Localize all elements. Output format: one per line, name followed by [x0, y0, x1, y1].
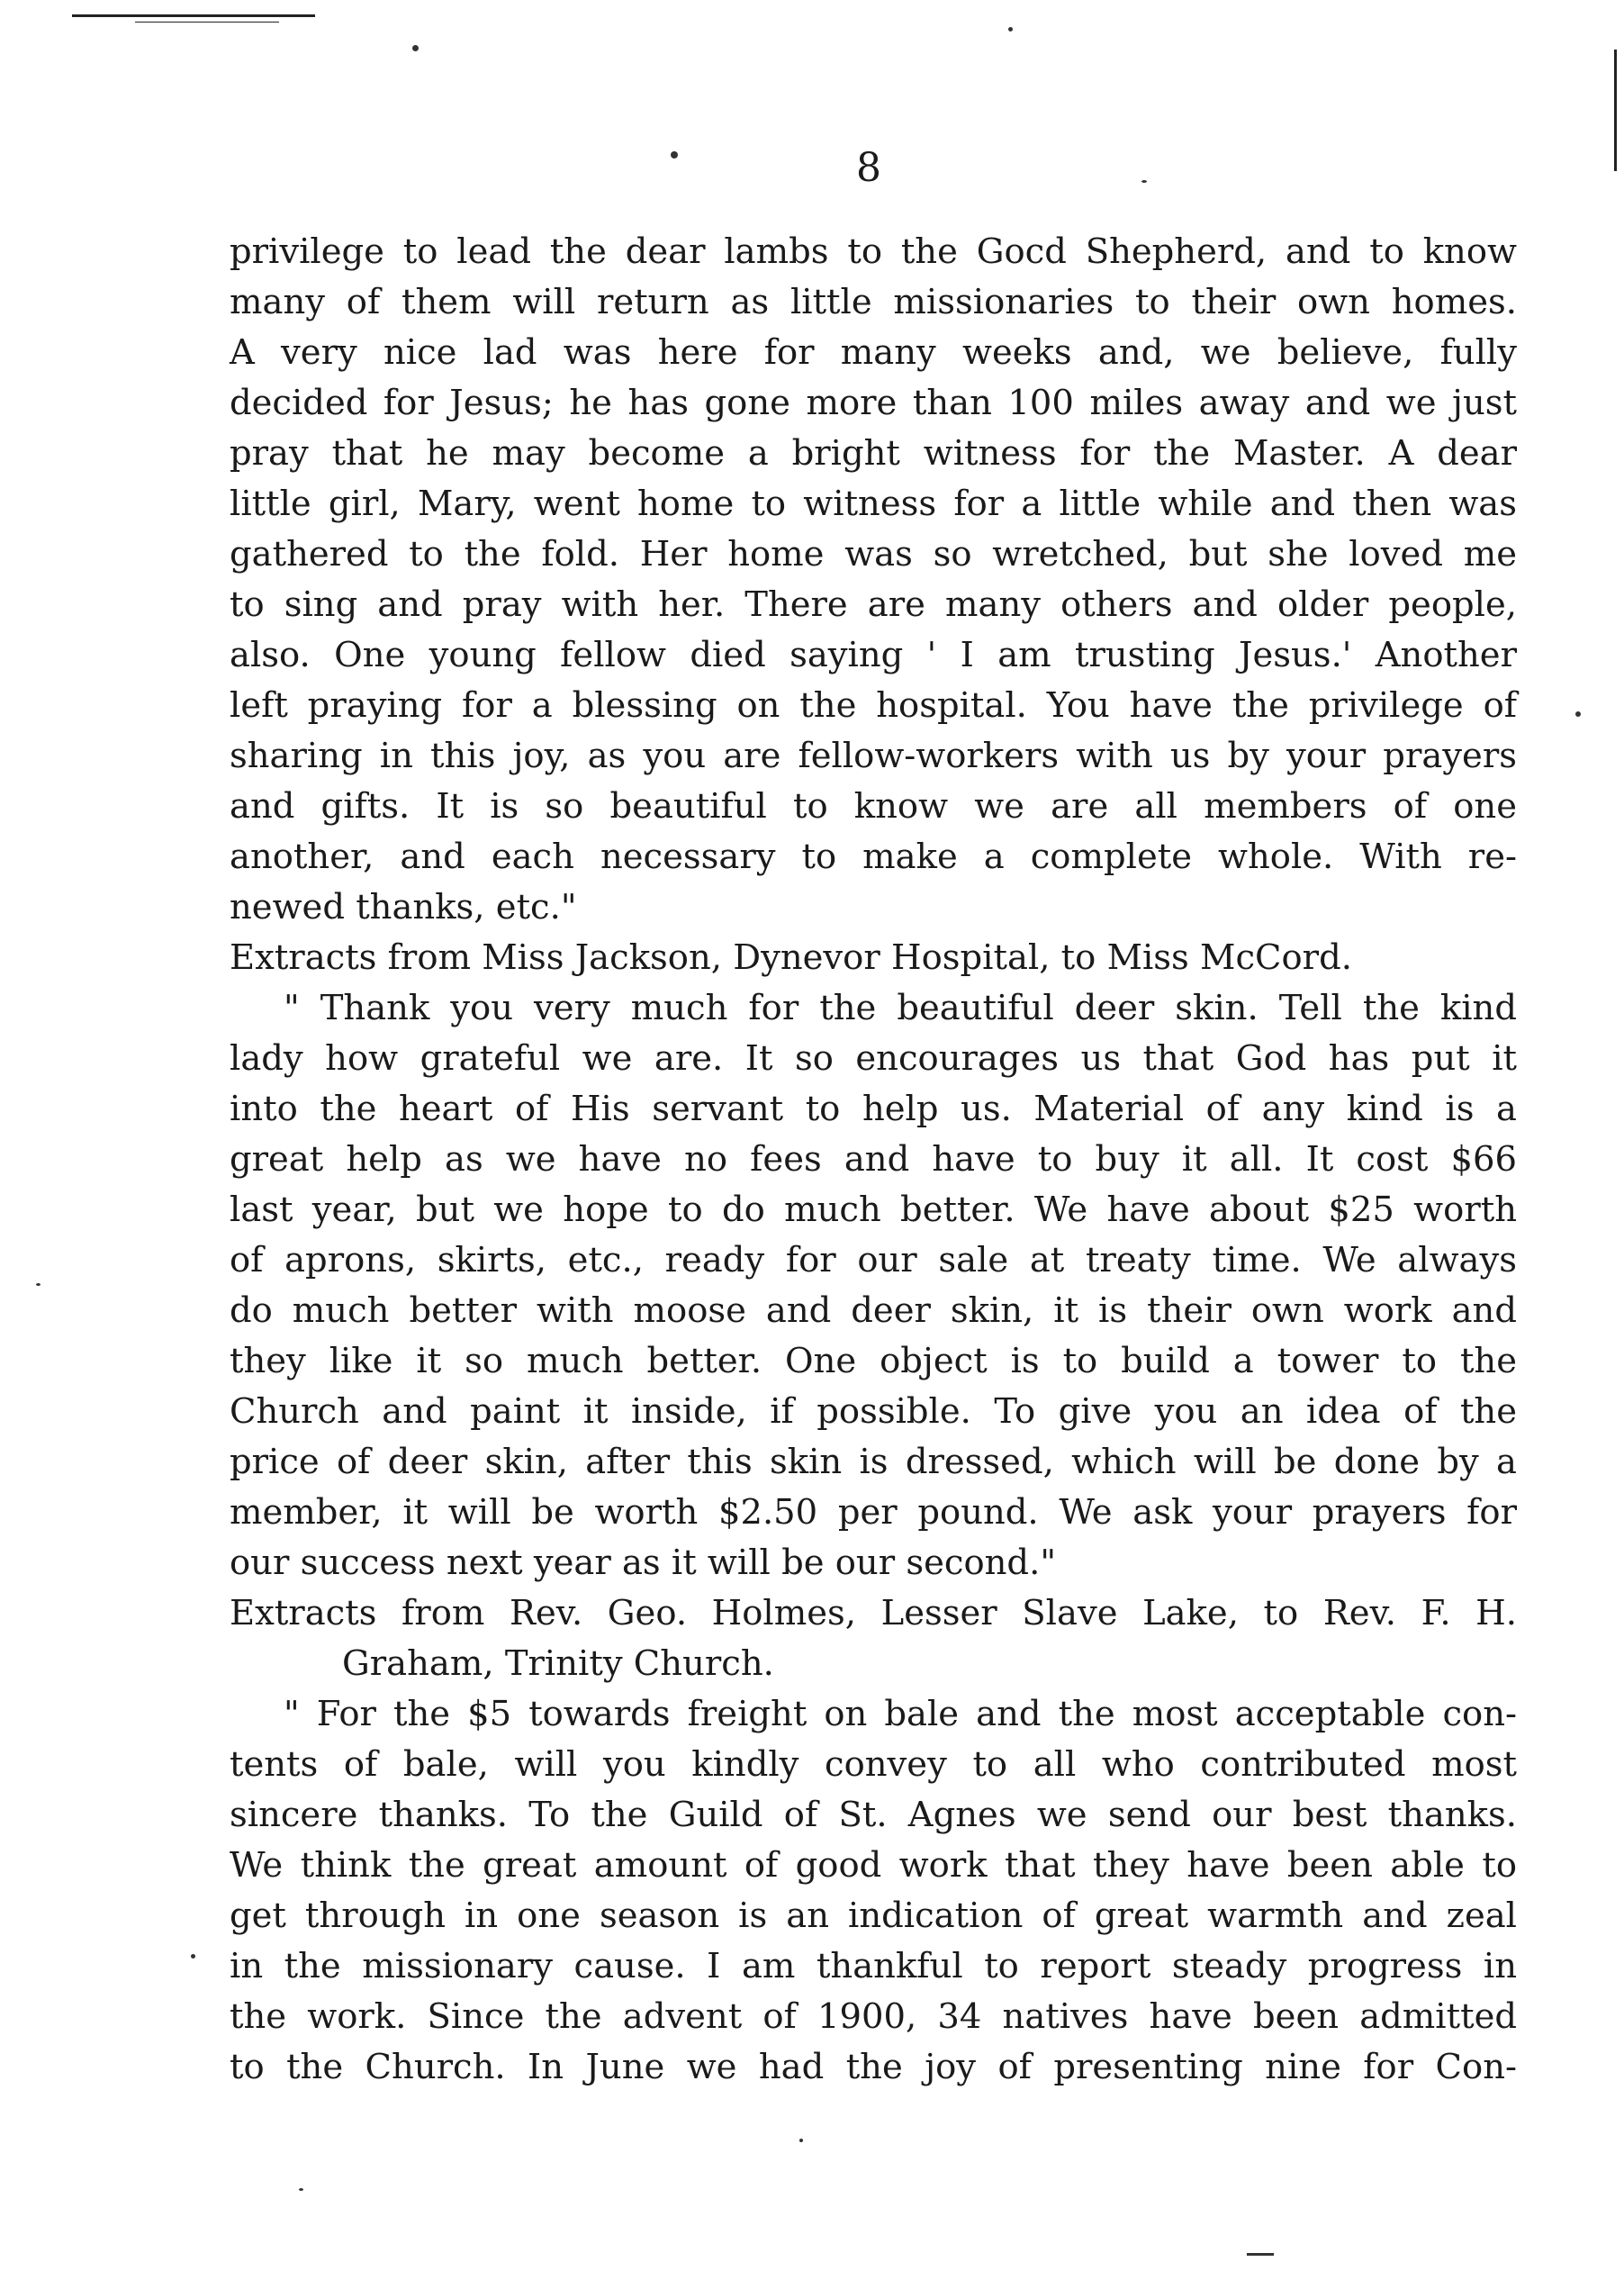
scan-speck: [191, 1954, 195, 1959]
text-line: " For the $5 towards freight on bale and the most acceptable con-: [284, 1694, 1517, 1734]
text-line: privilege to lead the dear lambs to the Gocd Shepherd, and to know: [230, 231, 1517, 272]
section-heading-jackson: Extracts from Miss Jackson, Dynevor Hospital, to Miss McCord.: [230, 937, 1352, 978]
section-heading-holmes: Extracts from Rev. Geo. Holmes, Lesser Slave Lake, to Rev. F. H.: [230, 1593, 1517, 1633]
text-line: tents of bale, will you kindly convey to all who contributed most: [230, 1744, 1517, 1785]
text-line: decided for Jesus; he has gone more than 100 miles away and we just: [230, 383, 1517, 423]
text-line: great help as we have no fees and have to buy it all. It cost $66: [230, 1139, 1517, 1180]
text-line: last year, but we hope to do much better. We have about $25 worth: [230, 1190, 1517, 1230]
top-rule-thin: [135, 22, 279, 23]
scan-speck: [299, 2188, 303, 2191]
text-line: get through in one season is an indication of great warmth and zeal: [230, 1895, 1517, 1936]
text-line: of aprons, skirts, etc., ready for our sale at treaty time. We always: [230, 1240, 1517, 1280]
text-line: Church and paint it inside, if possible. To give you an idea of the: [230, 1391, 1517, 1432]
scan-speck: [799, 2139, 803, 2142]
section-heading-holmes-cont: Graham, Trinity Church.: [342, 1643, 774, 1684]
scan-speck: [412, 45, 419, 51]
text-line: pray that he may become a bright witness for the Master. A dear: [230, 433, 1517, 474]
top-rule: [72, 14, 315, 17]
scan-speck: [1247, 2253, 1274, 2256]
text-line: newed thanks, etc.": [230, 887, 577, 927]
text-line: left praying for a blessing on the hospital. You have the privilege of: [230, 685, 1517, 726]
text-line: to sing and pray with her. There are many others and older people,: [230, 584, 1517, 625]
text-line: member, it will be worth $2.50 per pound. We ask your prayers for: [230, 1492, 1517, 1533]
text-line: We think the great amount of good work that they have been able to: [230, 1845, 1517, 1886]
text-line: sincere thanks. To the Guild of St. Agnes we send our best thanks.: [230, 1795, 1517, 1835]
text-line: do much better with moose and deer skin, it is their own work and: [230, 1290, 1517, 1331]
text-line: and gifts. It is so beautiful to know we are all members of one: [230, 786, 1517, 827]
text-line: the work. Since the advent of 1900, 34 natives have been admitted: [230, 1996, 1517, 2037]
text-line: another, and each necessary to make a complete whole. With re-: [230, 837, 1517, 877]
scan-speck: [1575, 711, 1581, 717]
page-body: [230, 227, 1517, 2093]
text-line: in the missionary cause. I am thankful to report steady progress in: [230, 1946, 1517, 1986]
text-line: they like it so much better. One object is to build a tower to the: [230, 1341, 1517, 1381]
page-number: 8: [856, 145, 881, 191]
text-line: also. One young fellow died saying ' I am trusting Jesus.' Another: [230, 635, 1517, 675]
scan-speck: [36, 1283, 41, 1286]
text-line: lady how grateful we are. It so encourages us that God has put it: [230, 1038, 1517, 1079]
text-line: A very nice lad was here for many weeks and, we believe, fully: [230, 332, 1517, 373]
text-line: many of them will return as little missionaries to their own homes.: [230, 282, 1517, 322]
text-line: to the Church. In June we had the joy of presenting nine for Con-: [230, 2047, 1517, 2087]
text-line: our success next year as it will be our second.": [230, 1543, 1057, 1583]
text-line: gathered to the fold. Her home was so wretched, but she loved me: [230, 534, 1517, 575]
scan-speck: [1008, 27, 1013, 32]
text-line: " Thank you very much for the beautiful deer skin. Tell the kind: [284, 988, 1517, 1028]
text-line: into the heart of His servant to help us. Material of any kind is a: [230, 1089, 1517, 1129]
text-line: sharing in this joy, as you are fellow-workers with us by your prayers: [230, 736, 1517, 776]
text-line: little girl, Mary, went home to witness for a little while and then was: [230, 484, 1517, 524]
text-line: price of deer skin, after this skin is dressed, which will be done by a: [230, 1442, 1517, 1482]
